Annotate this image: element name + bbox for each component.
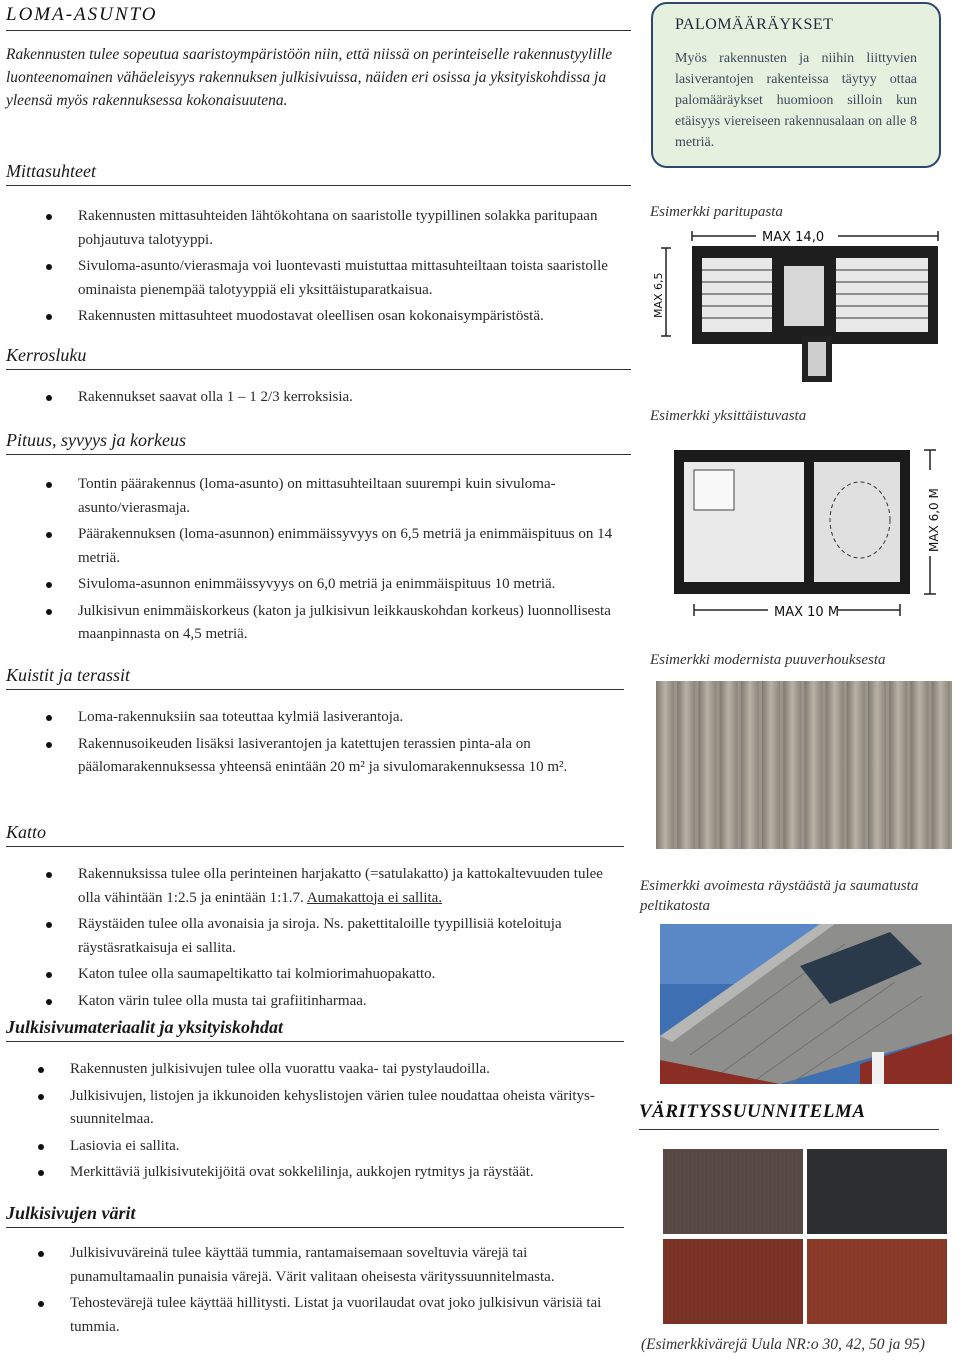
list-item: Rakennusten julkisivujen tulee olla vuorattu vaaka- tai pystylaudoilla.	[30, 1058, 620, 1082]
paritupa-floorplan-sketch	[652, 226, 950, 394]
page-title: LOMA-ASUNTO	[6, 4, 158, 25]
list-item: Räystäiden tulee olla avonaisia ja siroja. Ns. pakettitaloille tyypillisiä koteloituja räystäsratkaisuja ei sallita.	[38, 913, 623, 960]
heading-text: Julkisivumateriaalit ja yksityiskohdat	[6, 1017, 284, 1037]
color-plan-title: VÄRITYSSUUNNITELMA	[639, 1101, 866, 1122]
list-item	[38, 863, 623, 910]
wood-board	[889, 681, 907, 849]
list-item: Rakennusoikeuden lisäksi lasiverantojen ja katettujen terassien pinta-ala on päälomarakennuksessa yhteensä enintään 20 m² ja sivulomarakennuksessa 10 m².	[38, 733, 623, 780]
color-plan-title-bar	[639, 1101, 939, 1130]
list-item: Merkittäviä julkisivutekijöitä ovat sokkelilinja, aukkojen rytmitys ja räystäät.	[30, 1161, 620, 1185]
list-varit	[30, 1242, 620, 1342]
list-item: Tontin päärakennus (loma-asunto) on mittasuhteiltaan suurempi kuin sivuloma-asunto/vierasmaja.	[38, 473, 623, 520]
section-heading-kerrosluku	[6, 345, 631, 370]
yksittaistupa-floorplan-sketch	[664, 440, 956, 640]
wood-board	[847, 681, 865, 849]
list-item: Rakennusten mittasuhteet muodostavat oleellisen osan kokonaisympäristöstä.	[38, 305, 623, 329]
wood-board	[910, 681, 928, 849]
intro-text: Rakennusten tulee sopeutua saaristoympäristöön niin, että niissä on perinteiselle rakennustyylille luonteenomainen vähäeleisyys rakennuksen julkisivuissa, näiden eri osissa ja yksityiskohdissa ja yleensä myös rakennuksessa kokonaisuutena.	[6, 46, 613, 109]
wood-board	[783, 681, 801, 849]
section-heading-varit	[6, 1203, 624, 1228]
heading-text: Julkisivujen värit	[6, 1203, 136, 1223]
wood-board	[804, 681, 822, 849]
list-item: Lasiovia ei sallita.	[30, 1135, 620, 1159]
fire-regulations-box	[651, 2, 941, 168]
wood-board	[826, 681, 844, 849]
section-heading-mittasuhteet	[6, 161, 631, 186]
sketch-length-label: MAX 10 M	[774, 605, 840, 620]
title-bar	[6, 4, 631, 31]
section-heading-pituus	[6, 430, 631, 455]
wood-board	[720, 681, 738, 849]
roof-rule-text: Rakennuksissa tulee olla perinteinen harjakatto (=satulakatto) ja kattokaltevuuden tulee olla vähintään 1:2.5 ja enintään 1:1.7.	[78, 866, 603, 906]
list-item: Sivuloma-asunto/vierasmaja voi luontevasti muistuttaa mittasuhteiltaan toista saaristolle ominaista pienempää talotyyppiä eli yksittäistuparatkaisua.	[38, 255, 623, 302]
wood-cladding-photo	[656, 681, 952, 849]
caption-paritupa: Esimerkki paritupasta	[650, 204, 783, 220]
list-item: Päärakennuksen (loma-asunnon) enimmäissyvyys on 6,5 metriä ja enimmäispituus on 14 metriä.	[38, 523, 623, 570]
wood-board	[698, 681, 716, 849]
heading-text: Katto	[6, 822, 47, 842]
list-item: Julkisivuväreinä tulee käyttää tummia, rantamaisemaan soveltuvia värejä tai punamultamaalin punaisia värejä. Värit valitaan oheisesta värityssuunnitelmasta.	[30, 1242, 620, 1289]
fire-box-text: Myös rakennusten ja niihin liittyvien lasiverantojen rakenteissa täytyy ottaa palomääräykset huomioon silloin kun etäisyys viereiseen rakennusalaan on alle 8 metriä.	[675, 51, 917, 150]
list-pituus	[38, 473, 623, 650]
sketch-depth-label: MAX 6,5	[652, 272, 665, 318]
list-kerrosluku	[38, 386, 623, 413]
fire-box-title: PALOMÄÄRÄYKSET	[675, 16, 834, 33]
list-katto	[38, 863, 623, 1016]
list-item: Katon värin tulee olla musta tai grafiitinharmaa.	[38, 990, 623, 1014]
section-heading-julkisivumateriaalit	[6, 1017, 624, 1042]
list-kuistit	[38, 706, 623, 783]
wood-board	[932, 681, 950, 849]
wood-board	[762, 681, 780, 849]
list-item: Rakennukset saavat olla 1 – 1 2/3 kerroksisia.	[38, 386, 623, 410]
list-item: Julkisivun enimmäiskorkeus (katon ja julkisivun leikkauskohdan korkeus) luonnollisesta maanpinnasta on 4,5 metriä.	[38, 600, 623, 647]
caption-puuverhous: Esimerkki modernista puuverhouksesta	[650, 652, 886, 668]
list-item: Rakennusten mittasuhteiden lähtökohtana on saaristolle tyypillinen solakka paritupaan pohjautuva talotyyppi.	[38, 205, 623, 252]
caption-yksittaistupa: Esimerkki yksittäistuvasta	[650, 408, 807, 424]
caption-raystas: Esimerkki avoimesta räystäästä ja saumatusta peltikatosta	[640, 878, 919, 914]
roof-rule-underlined: Aumakattoja ei sallita.	[306, 889, 443, 906]
section-heading-kuistit	[6, 665, 624, 690]
list-mittasuhteet	[38, 205, 623, 332]
list-item: Julkisivujen, listojen ja ikkunoiden kehyslistojen värien tulee noudattaa oheista värityssuunnitelmaa.	[30, 1085, 620, 1132]
section-heading-katto	[6, 822, 624, 847]
list-item: Loma-rakennuksiin saa toteuttaa kylmiä lasiverantoja.	[38, 706, 623, 730]
list-item: Sivuloma-asunnon enimmäissyvyys on 6,0 metriä ja enimmäispituus 10 metriä.	[38, 573, 623, 597]
sketch-depth-label: MAX 6,0 M	[927, 488, 941, 552]
color-swatch	[807, 1239, 947, 1324]
list-item: Tehostevärejä tulee käyttää hillitysti. Listat ja vuorilaudat ovat joko julkisivun värisiä tai tummia.	[30, 1292, 620, 1339]
color-swatch	[663, 1149, 803, 1234]
heading-text: Mittasuhteet	[6, 161, 96, 181]
heading-text: Kerrosluku	[6, 345, 87, 365]
list-julkisivumateriaalit	[30, 1058, 620, 1188]
wood-board	[868, 681, 886, 849]
list-item: Katon tulee olla saumapeltikatto tai kolmiorimahuopakatto.	[38, 963, 623, 987]
color-swatch	[663, 1239, 803, 1324]
wood-board	[656, 681, 674, 849]
wood-board	[741, 681, 759, 849]
caption-colors: (Esimerkkivärejä Uula NR:o 30, 42, 50 ja 95)	[641, 1336, 925, 1353]
sketch-length-label: MAX 14,0	[762, 230, 825, 245]
heading-text: Kuistit ja terassit	[6, 665, 131, 685]
heading-text: Pituus, syvyys ja korkeus	[6, 430, 186, 450]
roof-photo	[660, 924, 952, 1084]
wood-board	[677, 681, 695, 849]
color-swatch	[807, 1149, 947, 1234]
